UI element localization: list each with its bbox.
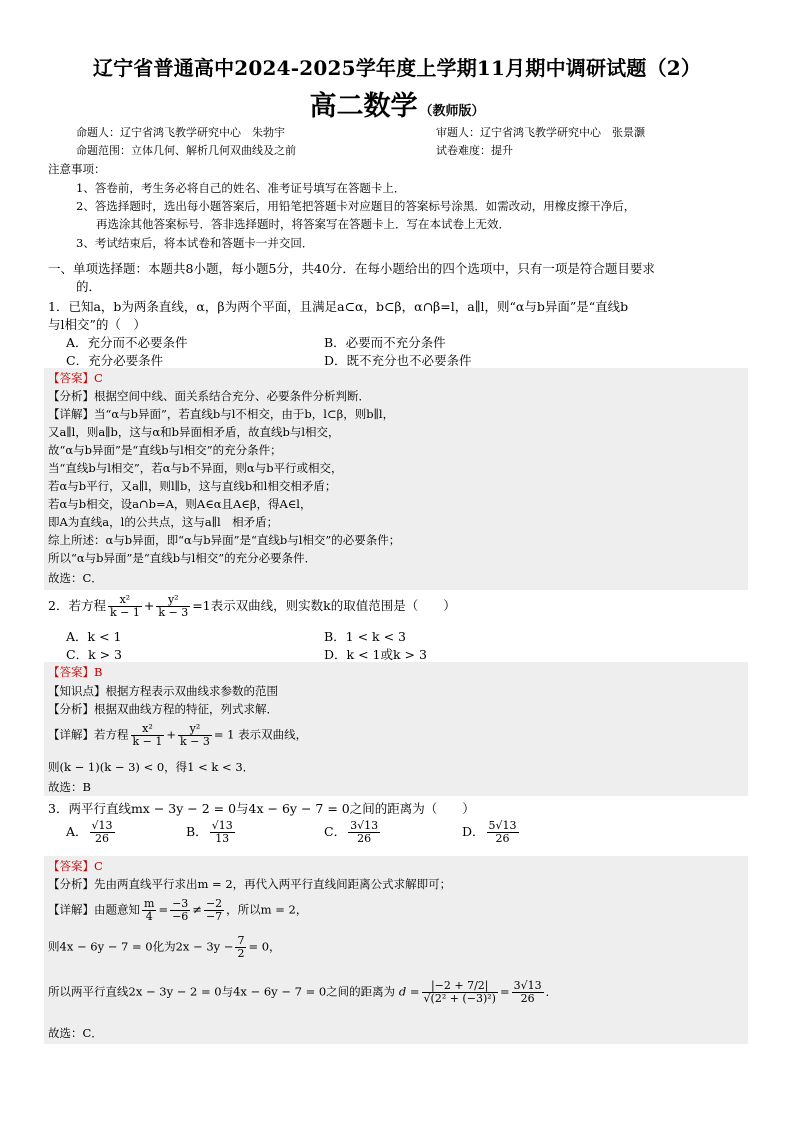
fraction: $\frac{√13}{13}$: [211, 819, 233, 845]
q1-option-b: B．必要而不充分条件: [324, 335, 446, 350]
reviewer: 审题人：辽宁省鸿飞教学研究中心 张景灏: [436, 126, 645, 139]
q2-option-a: A．k < 1: [66, 629, 122, 644]
subject-title: 高二数学: [309, 91, 418, 122]
q1-solution-line: 若α与b相交，设a∩b=A，则A∈α且A∈β，得A∈l，: [48, 497, 312, 511]
q1-solution-line: 即A为直线a，l的公共点，这与a∥l 相矛盾；: [48, 515, 279, 529]
q1-solution-line: 综上所述：α与b异面，即“α与b异面”是“直线b与l相交”的必要条件；: [48, 533, 401, 547]
q3-option-b: B． $\frac{√13}{13}$: [186, 819, 233, 845]
fraction: $\frac{\text{y²}}{k - 3}$: [180, 722, 210, 748]
q1-stem-cont: 与l相交”的（ ）: [48, 317, 146, 332]
q2-option-b: B．1 < k < 3: [324, 629, 407, 644]
fraction: $\frac{-3}{-6}$: [172, 897, 189, 923]
q3-option-c: C． $\frac{3√13}{26}$: [324, 819, 379, 845]
q1-option-a: A．充分而不必要条件: [66, 335, 188, 350]
q1-solution-line: 故选：C．: [48, 571, 103, 585]
q1-solution-line: 若α与b平行，又a∥l，则l∥b，这与直线b和l相交相矛盾；: [48, 479, 337, 493]
q2-analysis: 【分析】根据双曲线方程的特征，列式求解．: [48, 702, 278, 716]
notice-item: 再选涂其他答案标号．答非选择题时，将答案写在答题卡上．写在本试卷上无效．: [96, 217, 510, 231]
q3-answer: 【答案】C: [48, 859, 103, 873]
notice-item: 1、答卷前，考生务必将自己的姓名、准考证号填写在答题卡上．: [76, 181, 406, 195]
q2-knowledge: 【知识点】根据方程表示双曲线求参数的范围: [48, 684, 278, 698]
q1-answer: 【答案】C: [48, 371, 103, 385]
q3-option-a: A． $\frac{√13}{26}$: [66, 819, 113, 845]
fraction: $\frac{\text{x²}}{k - 1}$: [132, 722, 163, 748]
fraction: $\frac{m}{4}$: [144, 897, 155, 923]
q1-solution-line: 所以“α与b异面”是“直线b与l相交”的充分必要条件．: [48, 551, 317, 565]
fraction: $\frac{7}{2}$: [237, 934, 245, 960]
q2-stem: 2．若方程 $\frac{\text{x²}}{k - 1}$ + $\frac{\text{y²}}{k - 3}$ =1表示双曲线，则实数k的取值范围是（ ）: [48, 593, 456, 619]
q3-stem: 3．两平行直线mx − 3y − 2 = 0与4x − 6y − 7 = 0之间的距离为（ ）: [48, 801, 475, 816]
q1-solution-line: 故“α与b异面”是“直线b与l相交”的充分条件；: [48, 443, 282, 457]
fraction: $\frac{3√13}{26}$: [350, 819, 379, 845]
fraction: $\frac{√13}{26}$: [91, 819, 113, 845]
q2-option-d: D．k < 1或k > 3: [324, 647, 427, 662]
q1-option-d: D．既不充分也不必要条件: [324, 353, 472, 368]
exam-difficulty: 试卷难度：提升: [436, 144, 513, 157]
q1-option-c: C．充分必要条件: [66, 353, 164, 368]
q1-solution-line: 又a∥l，则a∥b，这与α和b异面相矛盾，故直线b与l相交，: [48, 425, 340, 439]
q2-detail: 【详解】若方程 $\frac{\text{x²}}{k - 1}$ + $\frac{\text{y²}}{k - 3}$ = 1 表示双曲线，: [48, 722, 308, 748]
section-heading: 一、单项选择题：本题共8小题，每小题5分，共40分．在每小题给出的四个选项中，只有一项是符合题目要求: [48, 261, 655, 276]
q3-detail: 【详解】由题意知 $\frac{m}{4}$ = $\frac{-3}{-6}$ ≠ $\frac{-2}{-7}$ ，所以m = 2，: [48, 897, 308, 923]
exam-subtitle: [0, 84, 794, 123]
distance-fraction: $\frac{|-2 + 7/2|}{\text{√(2² + (−3)²)}}$: [423, 979, 496, 1005]
exam-scope: 命题范围：立体几何、解析几何双曲线及之前: [76, 144, 296, 157]
notice-heading: 注意事项：: [48, 162, 106, 176]
q1-stem: 1．已知a，b为两条直线，α，β为两个平面，且满足a⊂α，b⊂β，α∩β=l，a∥l，则“α与b异面”是“直线b: [48, 299, 629, 314]
q1-solution-line: 当“直线b与l相交”，若α与b不异面，则α与b平行或相交，: [48, 461, 343, 475]
proposer: 命题人：辽宁省鸿飞教学研究中心 朱勃宇: [76, 126, 285, 139]
notice-item: 3、考试结束后，将本试卷和答题卡一并交回．: [76, 236, 314, 250]
fraction: $\frac{5√13}{26}$: [488, 819, 517, 845]
fraction: $\frac{-2}{-7}$: [205, 897, 223, 923]
teacher-edition-note: （教师版）: [419, 104, 485, 119]
q2-result: 则(k − 1)(k − 3) < 0，得1 < k < 3．: [48, 760, 255, 774]
q2-choose: 故选：B: [48, 780, 91, 794]
section-heading-cont: 的．: [76, 279, 102, 294]
q3-option-d: D． $\frac{5√13}{26}$: [462, 819, 517, 845]
q3-convert: 则4x − 6y − 7 = 0化为2x − 3y − $\frac{7}{2}$ = 0，: [48, 934, 281, 960]
q1-solution-line: 【详解】当“α与b异面”，若直线b与l不相交，由于b，l⊂β，则b∥l，: [48, 407, 395, 421]
fraction: $\frac{\text{y²}}{k - 3}$: [158, 593, 189, 619]
q3-choose: 故选：C．: [48, 1026, 103, 1040]
q3-analysis: 【分析】先由两直线平行求出m = 2，再代入两平行直线间距离公式求解即可；: [48, 877, 452, 891]
exam-title: 辽宁省普通高中2024-2025学年度上学期11月期中调研试题（2）: [92, 56, 702, 80]
q3-distance: 所以两平行直线2x − 3y − 2 = 0与4x − 6y − 7 = 0之间的距离为 d = $\frac{|-2 + 7/2|}{\text{√(2² + (−3)²)}}$ = $\frac{3√13}{26}$ ．: [48, 979, 558, 1005]
q1-solution-line: 【分析】根据空间中线、面关系结合充分、必要条件分析判断．: [48, 389, 370, 403]
fraction: $\frac{3√13}{26}$: [513, 979, 542, 1005]
notice-item: 2、答选择题时，选出每小题答案后，用铅笔把答题卡对应题目的答案标号涂黑．如需改动，用橡皮擦干净后，: [76, 199, 636, 213]
q2-answer: 【答案】B: [48, 665, 103, 679]
fraction: $\frac{\text{x²}}{k - 1}$: [109, 593, 140, 619]
q2-option-c: C．k > 3: [66, 647, 123, 662]
